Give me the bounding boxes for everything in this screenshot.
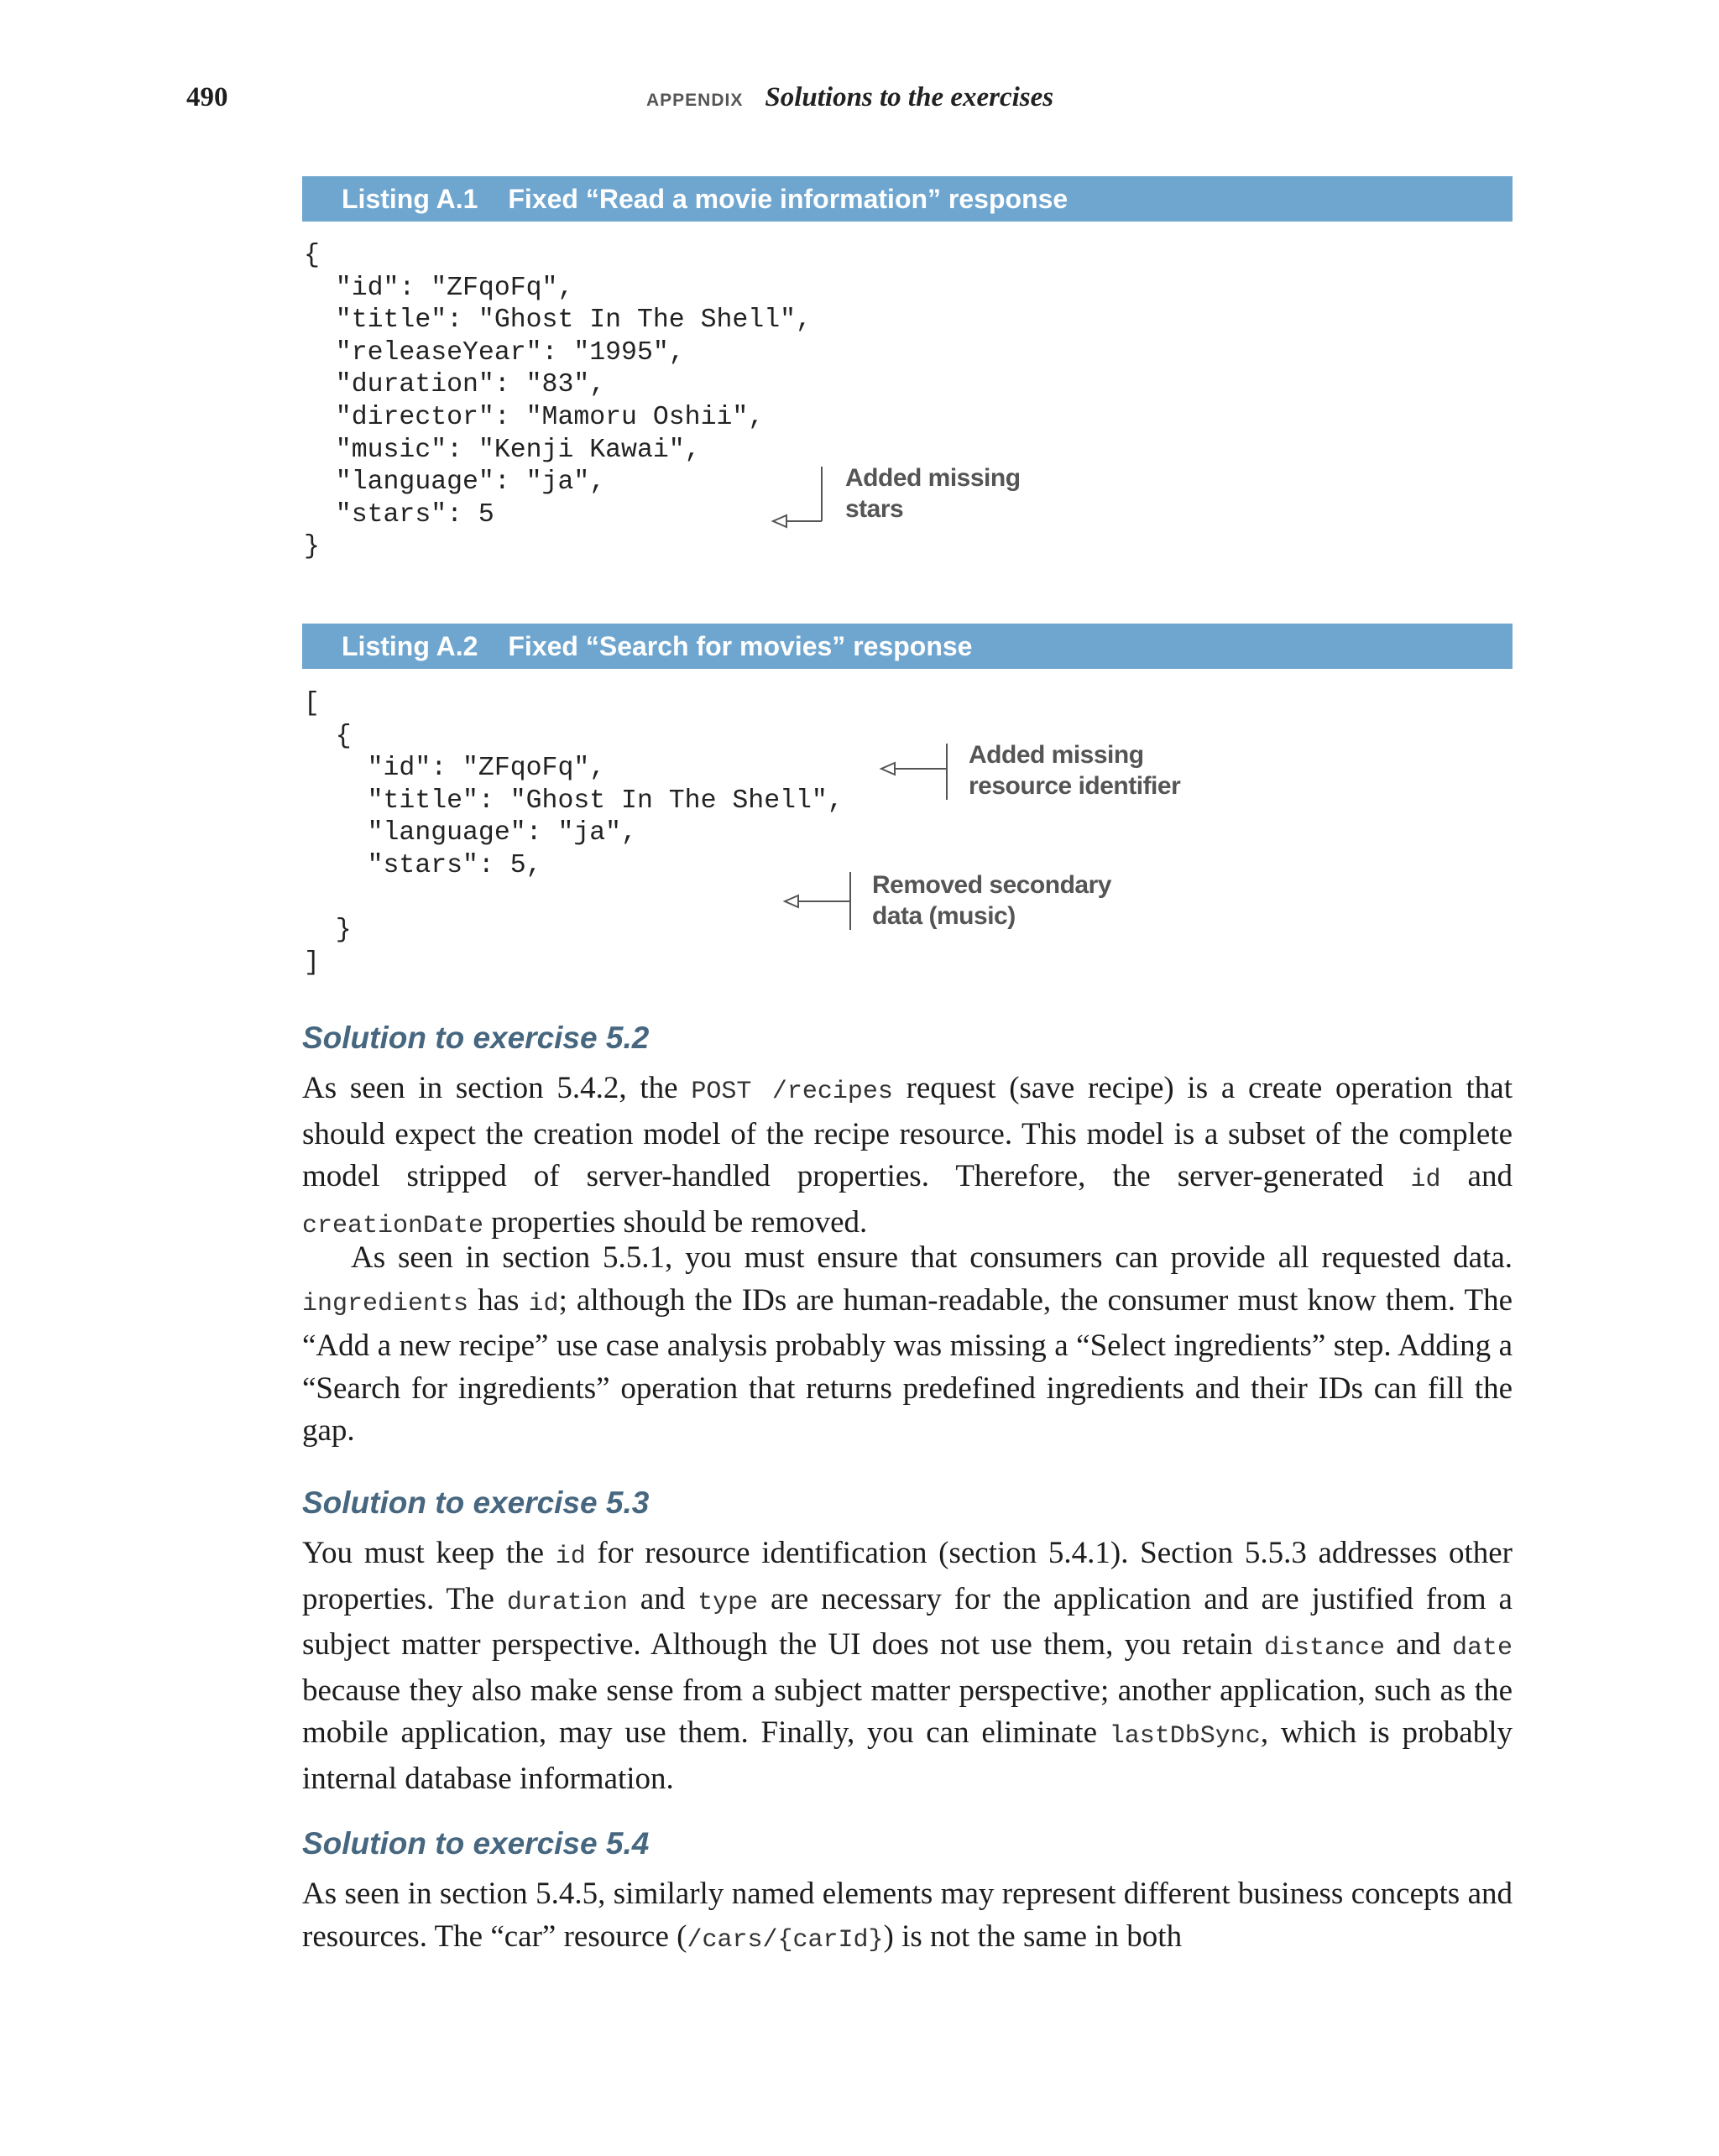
listing-a2-callout-arrow-2 xyxy=(776,871,860,932)
listing-a1-annotation-line: stars xyxy=(845,495,904,523)
section-5-2-paragraph-1: As seen in section 5.4.2, the POST /recipes request (save recipe) is a create operation that should expect the creation model of the recipe resource. This model is a subset of the complete model stripped of server-handled properties. Therefore, the server-generated id and creationDate properties should be removed. xyxy=(302,1071,1513,1240)
listing-a1-callout-arrow xyxy=(768,466,835,525)
listing-a2-code: [ { "id": "ZFqoFq", "title": "Ghost In The Shell", "language": "ja", "stars": 5, } ] xyxy=(304,689,844,978)
listing-a2-annotation-1-line: Added missing xyxy=(969,741,1144,769)
inline-code: duration xyxy=(506,1588,628,1617)
inline-code: type xyxy=(698,1588,759,1617)
listing-a2-annotation-2 xyxy=(872,869,1111,932)
listing-a1-number: Listing A.1 xyxy=(342,184,478,214)
listing-a2-annotation-1 xyxy=(969,739,1180,801)
inline-code: ingredients xyxy=(302,1289,469,1318)
inline-code: date xyxy=(1451,1634,1513,1663)
listing-a2-caption-bar xyxy=(302,624,1513,669)
listing-a1-annotation xyxy=(845,462,1021,525)
inline-code: distance xyxy=(1263,1634,1385,1663)
inline-code: id xyxy=(1410,1166,1441,1194)
listing-a2-number: Listing A.2 xyxy=(342,631,478,661)
inline-code: id xyxy=(555,1543,586,1571)
inline-code: /cars/{carId} xyxy=(687,1925,884,1955)
listing-a1-caption-bar xyxy=(302,176,1513,222)
inline-code: lastDbSync xyxy=(1109,1722,1261,1751)
section-heading-5-3: Solution to exercise 5.3 xyxy=(302,1485,650,1520)
inline-code: POST /recipes xyxy=(691,1078,893,1106)
listing-a2-caption: Fixed “Search for movies” response xyxy=(508,631,973,661)
section-heading-5-2: Solution to exercise 5.2 xyxy=(302,1021,650,1055)
page-number: 490 xyxy=(186,82,228,112)
listing-a2-annotation-1-line: resource identifier xyxy=(969,772,1181,800)
listing-a2-annotation-2-line: data (music) xyxy=(872,902,1016,930)
inline-code: id xyxy=(528,1289,559,1318)
listing-a1-code: { "id": "ZFqoFq", "title": "Ghost In The Shell", "releaseYear": "1995", "duration": "83", "director": "Mamoru Oshii", "music": "Kenji Kawai", "language": "ja", "stars": 5 } xyxy=(304,241,812,562)
listing-a2-callout-arrow-1 xyxy=(873,743,957,801)
section-5-3-paragraph-1: You must keep the id for resource identification (section 5.4.1). Section 5.5.3 addresses other properties. The duration and type are necessary for the application and are justified from a subject matter perspective. Although the UI does not use them, you retain distance and date because they also make sense from a subject matter perspective; another application, such as the mobile application, may use them. Finally, you can eliminate lastDbSync, which is probably internal database information. xyxy=(302,1536,1513,1796)
running-head-title: Solutions to the exercises xyxy=(765,82,1054,112)
section-5-4-paragraph-1: As seen in section 5.4.5, similarly named elements may represent different business concepts and resources. The “car” resource (/cars/{carId}) is not the same in both xyxy=(302,1877,1513,1955)
listing-a2-annotation-2-line: Removed secondary xyxy=(872,871,1111,899)
running-head-label: APPENDIX xyxy=(646,91,744,110)
inline-code: creationDate xyxy=(302,1211,484,1240)
listing-a1-annotation-line: Added missing xyxy=(845,464,1021,492)
section-heading-5-4: Solution to exercise 5.4 xyxy=(302,1826,650,1861)
listing-a1-caption: Fixed “Read a movie information” response xyxy=(508,184,1068,214)
running-head xyxy=(646,81,1053,119)
section-5-2-paragraph-2: As seen in section 5.5.1, you must ensure that consumers can provide all requested data. ingredients has id; although the IDs are human-readable, the consumer must know them. The “Add a new recipe” use case analysis probably was missing a “Select ingredients” step. Adding a “Search for ingredients” operation that returns predefined ingredients and their IDs can fill the gap. xyxy=(302,1240,1513,1448)
